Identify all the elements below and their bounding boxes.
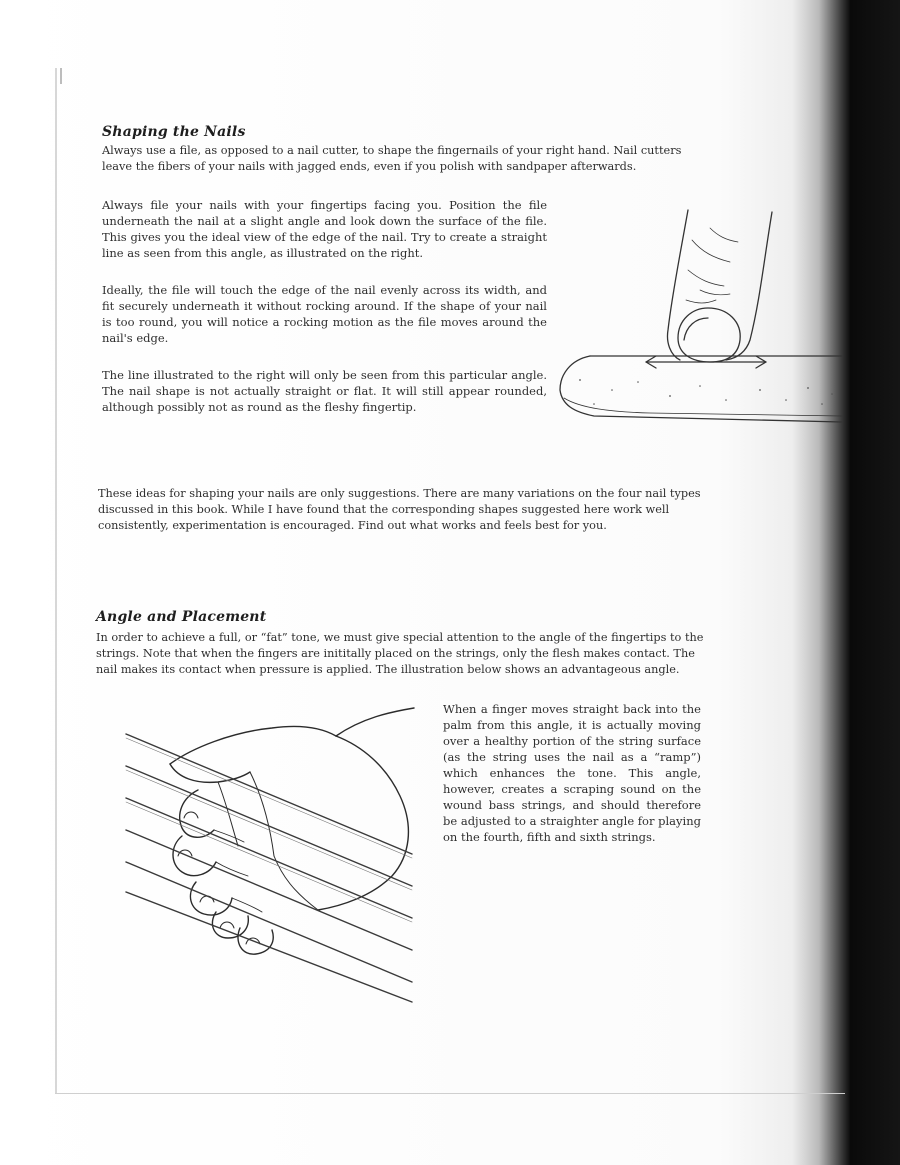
paragraph-suggestions: These ideas for shaping your nails are only suggestions. There are many variations on the four nail types discussed in this book. While I have found that the corresponding shapes suggested here work well consistently, experimentation is encouraged. Find out what works and feels best for you.	[98, 487, 701, 532]
paragraph-file-touch: Ideally, the file will touch the edge of the nail evenly across its width, and fit securely underneath it without rocking around. If the shape of your nail is too round, you will notice a rocking motion as the file moves around the nail's edge.	[102, 283, 547, 345]
section-heading-angle-placement: Angle and Placement	[96, 609, 267, 625]
paragraph-line-angle: The line illustrated to the right will only be seen from this particular angle. The nail shape is not actually straight or flat. It will still appear rounded, although possibly not as round as the fleshy fingertip.	[102, 368, 547, 414]
section-heading-shaping-nails: Shaping the Nails	[102, 124, 246, 140]
fingertip-on-nail-file-icon	[550, 200, 842, 430]
paragraph-finger-angle: When a finger moves straight back into the palm from this angle, it is actually moving over a healthy portion of the string surface (as the string uses the nail as a “ramp”) which enhances the tone. This angle, however, creates a scraping sound on the wound bass strings, and should therefore be adjusted to a straighter angle for playing on the fourth, fifth and sixth strings.	[443, 702, 701, 844]
paragraph-file-position: Always file your nails with your fingertips facing you. Position the file underneath the nail at a slight angle and look down the surface of the file. This gives you the ideal view of the edge of the nail. Try to create a straight line as seen from this angle, as illustrated on the right.	[102, 198, 547, 260]
hand-on-guitar-strings-icon	[122, 706, 418, 1006]
paragraph-fat-tone: In order to achieve a full, or “fat” tone, we must give special attention to the angle of the fingertips to the strings. Note that when the fingers are inititally placed on the strings, only the flesh makes contact. The nail makes its contact when pressure is applied. The illustration below shows an advantageous angle.	[96, 631, 704, 676]
paragraph-file-vs-cutter: Always use a file, as opposed to a nail cutter, to shape the fingernails of your right hand. Nail cutters leave the fibers of your nails with jagged ends, even if you polish with sandpaper afterwards.	[102, 144, 682, 173]
